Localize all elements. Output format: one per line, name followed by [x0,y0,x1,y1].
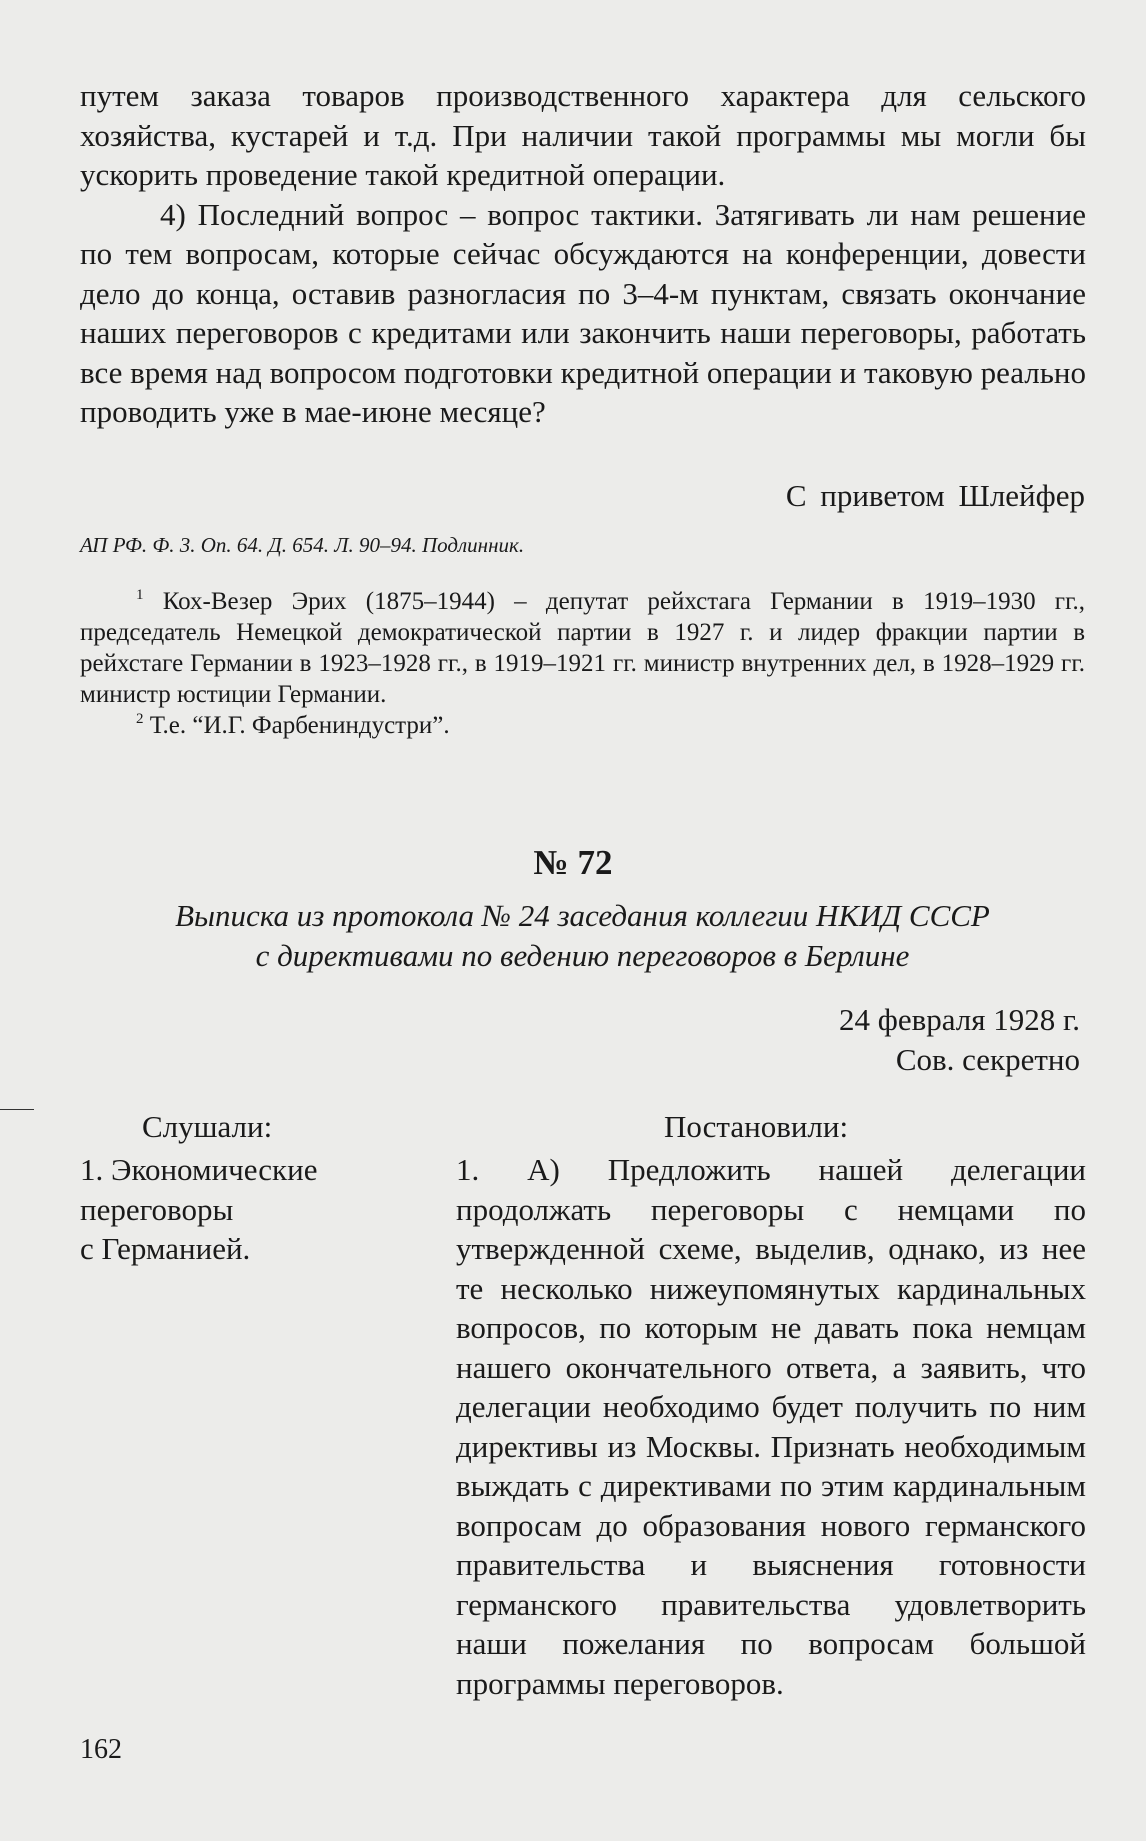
footnotes [80,586,1085,741]
main-text [80,76,1086,432]
document-meta [80,1000,1080,1080]
archive-source-note: АП РФ. Ф. 3. Оп. 64. Д. 654. Л. 90–94. Подлинник. [80,533,525,557]
decided-label: Постановили: [664,1109,849,1144]
footnote-text: Т.е. “И.Г. Фарбениндустри”. [149,712,450,739]
signature: С приветом Шлейфер [785,478,1085,513]
footnote-1 [80,586,1085,710]
footnote-marker: 1 [136,587,144,603]
heard-line: с Германией. [80,1231,251,1266]
margin-rule [0,1109,34,1110]
heard-line: 1. Экономические [80,1152,318,1187]
heard-line: переговоры [80,1191,234,1227]
footnote-marker: 2 [136,711,144,727]
document-number: № 72 [533,843,613,882]
heard-column [80,1150,380,1269]
classification-stamp: Сов. секретно [895,1042,1080,1077]
paragraph-2: 4) Последний вопрос – вопрос тактики. Затягивать ли нам решение по тем вопросам, которые сейчас обсуждаются на конференции, довести дело до конца, оставив разногласия по 3–4-м пунктам, связать окончание наших переговоров с кредитами или закончить наши переговоры, работать все время над вопросом подготовки кредитной операции и таковую реально проводить уже в мае-июне месяце? [80,196,1086,429]
heard-label: Слушали: [142,1109,273,1144]
document-title-line-1: Выписка из протокола № 24 заседания коллегии НКИД СССР [175,898,990,933]
page-number: 162 [80,1734,122,1765]
decided-text: 1. А) Предложить нашей делегации продолжать переговоры с немцами по утвержденной схеме, выделив, однако, из нее те несколько нижеупомянутых кардинальных вопросов, по которым не давать пока немцам нашего окончательного ответа, а заявить, что делегации необходимо будет получить по ним директивы из Москвы. Признать необходимым выждать с директивами по этим кардинальным вопросам до образования нового германского правительства и выяснения готовности германского правительства удовлетворить наши пожелания по вопросам большой программы переговоров. [456,1152,1086,1701]
paragraph-1: путем заказа товаров производственного характера для сельского хозяйства, кустарей и т.д. При наличии такой программы мы могли бы ускорить проведение такой кредитной операции. [80,78,1086,192]
document-title [80,896,1085,976]
document-title-line-2: с директивами по ведению переговоров в Берлине [255,938,910,973]
footnote-2 [80,710,1085,741]
document-date: 24 февраля 1928 г. [839,1002,1080,1037]
decided-column [456,1150,1086,1703]
footnote-text: Кох-Везер Эрих (1875–1944) – депутат рейхстага Германии в 1919–1930 гг., председатель Немецкой демократической партии в 1927 г. и лидер фракции партии в рейхстаге Германии в 1923–1928 гг., в 1919–1921 гг. министр внутренних дел, в 1928–1929 гг. министр юстиции Германии. [80,588,1085,708]
